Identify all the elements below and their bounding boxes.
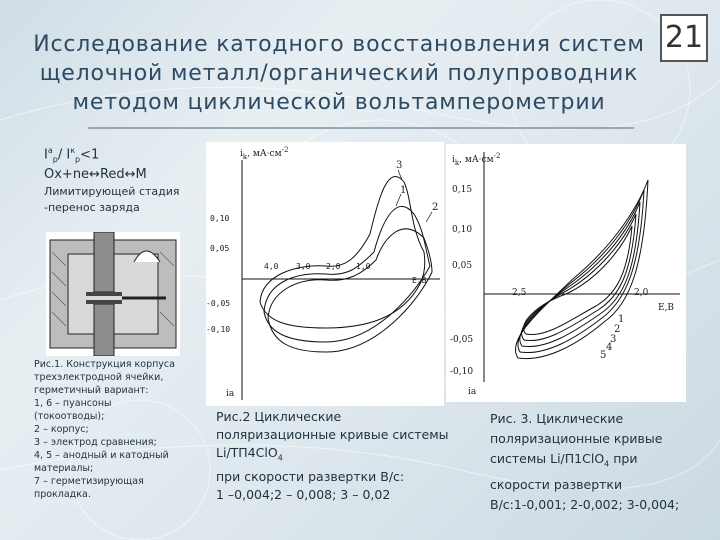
fig2-curve-label: 2	[432, 202, 439, 213]
fig3-bottom-label: ia	[468, 387, 477, 397]
current-ratio: $I^a_p/$ $I^к_p<1$	[44, 146, 100, 164]
fig3-ytick: 0,15	[452, 185, 473, 195]
fig3-x-label: E,B	[658, 303, 675, 313]
fig3-curve-label: 3	[610, 334, 617, 345]
fig3-y-label: $i_k$, $мА\cdot см^{-2}$	[452, 152, 501, 167]
title-line-3: методом циклической вольтамперометрии	[72, 90, 606, 115]
fig3-curve-label: 2	[614, 324, 621, 335]
fig2-xtick: 2,0	[326, 262, 341, 271]
cell-construction-drawing	[46, 232, 180, 356]
reaction-scheme: Ox+ne↔Red↔M	[44, 166, 147, 182]
fig3-ytick: -0,10	[450, 367, 474, 377]
fig3-curve-label: 5	[600, 350, 607, 361]
fig3-xtick: 2,0	[634, 288, 649, 298]
fig2-panel	[206, 142, 444, 406]
fig2-curve-2	[268, 229, 432, 352]
title-line-1: Исследование катодного восстановления систем	[33, 32, 645, 57]
fig2-ytick: -0,10	[206, 325, 231, 334]
fig3-curve-label: 1	[618, 314, 625, 325]
fig3-curve-label: 4	[606, 342, 613, 353]
fig3-ytick: 0,05	[452, 261, 473, 271]
charge-transfer-label: -перенос заряда	[44, 200, 140, 214]
fig2-x-label: E,B	[412, 276, 427, 285]
slide-title	[14, 30, 664, 117]
fig3-panel	[446, 144, 686, 402]
fig2-y-label: $i_k$, $мА\cdot см^{-2}$	[240, 146, 289, 161]
fig2-caption: Рис.2 Циклические поляризационные кривые системы Li/TП4ClO$_4$ при скорости развертки В/с: 1 –0,004;2 – 0,008; 3 – 0,02	[216, 409, 449, 502]
fig3-curve-4	[518, 190, 644, 353]
fig2-ytick: -0,05	[206, 299, 231, 308]
fig2-ytick: 0,05	[210, 244, 230, 253]
fig3-voltammogram	[446, 144, 686, 402]
fig2-xtick: 4,0	[264, 262, 279, 271]
fig2-curve-label: 3	[396, 160, 403, 171]
mechanism-notes	[44, 146, 180, 214]
fig3-caption: Рис. 3. Циклические поляризационные кривые системы Li/П1ClO$_4$ при скорости развертки В/с:1-0,001; 2-0,002; 3-0,004;	[490, 411, 680, 512]
limiting-stage-label: Лимитирующей стадия	[44, 184, 180, 198]
slide-number: 21	[660, 14, 708, 62]
fig2-ytick: 0,10	[210, 214, 230, 223]
fig2-curve-1	[264, 206, 430, 342]
fig2-bottom-label: ia	[226, 389, 235, 399]
title-divider	[88, 127, 634, 129]
fig1-caption: Рис.1. Конструкция корпуса трехэлектродной ячейки, герметичный вариант: 1, 6 – пуансоны (токоотводы); 2 – корпус; 3 – электрод сравнения; 4, 5 – анодный и катодный материалы; 7 – герметизирующая прокладка.	[34, 359, 175, 500]
fig3-xtick: 2,5	[512, 288, 527, 298]
fig2-xtick: 1,0	[356, 262, 371, 271]
fig2-curve-label: 1	[400, 185, 407, 196]
fig2-voltammogram	[206, 142, 444, 406]
fig2-xtick: 3,0	[296, 262, 311, 271]
title-line-2: щелочной металл/органический полупроводник	[39, 61, 639, 86]
fig3-ytick: -0,05	[450, 335, 474, 345]
fig3-ytick: 0,10	[452, 225, 473, 235]
